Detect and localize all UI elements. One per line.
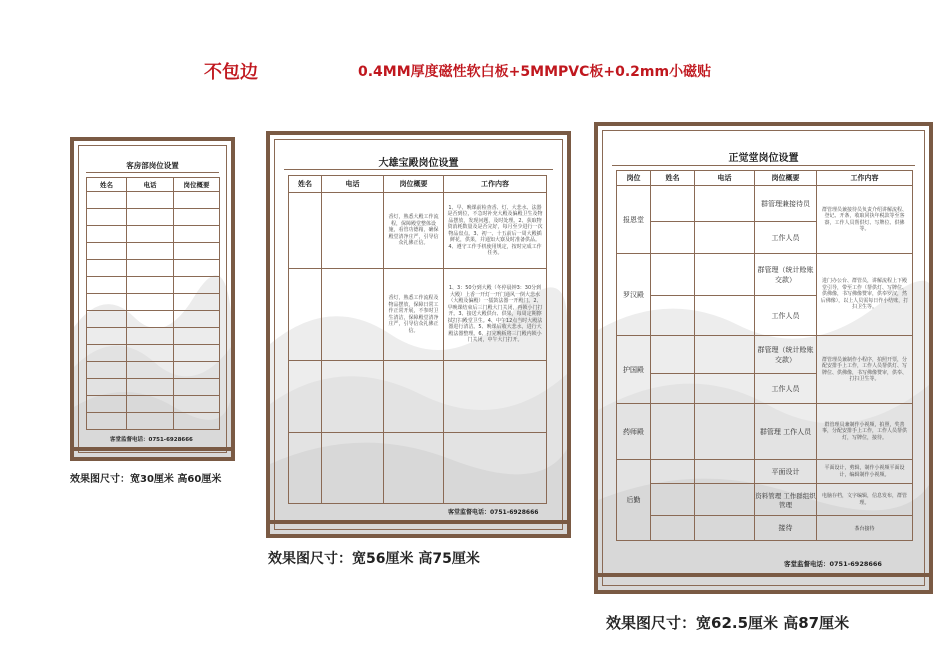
table-row (87, 328, 220, 345)
table-row (617, 404, 913, 460)
col-header-summary: 岗位概要 (174, 178, 220, 192)
position-summary-cell: 工作人员 (755, 374, 817, 404)
header-material-spec: 0.4MM厚度磁性软白板+5MMPVC板+0.2mm小磁贴 (358, 64, 712, 80)
phone-cell (322, 193, 384, 269)
phone-cell (695, 336, 755, 374)
content-cell: 进门办公台、群管员，讲解流程上下殿堂引导，带至工作（帮供灯、写牌位、供佛像，书写佛像赞审，供奉罗汉，然后佛像），以上人员需每日作小结账，打扫卫生等。 (817, 254, 913, 336)
department-cell: 药师殿 (617, 404, 651, 460)
name-cell (87, 277, 127, 294)
table-row (87, 226, 220, 243)
summary-cell (174, 277, 220, 294)
content-cell: 电脑存档，文字编辑，信息发布，群管理。 (817, 484, 913, 516)
board-guest-room (70, 137, 235, 461)
name-cell (87, 413, 127, 430)
summary-cell (174, 311, 220, 328)
name-cell (87, 226, 127, 243)
table-row (289, 433, 547, 504)
phone-cell (127, 396, 174, 413)
summary-cell (174, 294, 220, 311)
title-divider (86, 172, 219, 173)
phone-cell (322, 361, 384, 433)
name-cell (651, 404, 695, 460)
table-row (87, 311, 220, 328)
name-cell (87, 328, 127, 345)
summary-cell (384, 433, 444, 504)
name-cell (289, 269, 322, 361)
col-header-content: 工作内容 (817, 171, 913, 186)
name-cell (651, 186, 695, 222)
phone-cell (127, 379, 174, 396)
table-row (289, 269, 547, 361)
table-row (87, 396, 220, 413)
table-row (87, 345, 220, 362)
board-zhengjue-hall-title: 正觉堂岗位设置 (728, 153, 799, 164)
board-zhengjue-hall (594, 122, 933, 594)
table-row (617, 516, 913, 541)
name-cell (289, 361, 322, 433)
department-cell: 护国殿 (617, 336, 651, 404)
department-cell: 后勤 (617, 460, 651, 541)
position-summary-cell: 群管理（统计赊账交款） (755, 336, 817, 374)
phone-cell (695, 404, 755, 460)
table-row (289, 361, 547, 433)
table-row (87, 362, 220, 379)
title-divider (284, 169, 553, 170)
col-header-name: 姓名 (87, 178, 127, 192)
phone-cell (695, 460, 755, 484)
position-summary-cell: 工作人员 (755, 296, 817, 336)
phone-cell (127, 413, 174, 430)
board-main-hall-phone: 客堂监督电话：0751-6928666 (448, 509, 539, 516)
position-summary-cell: 平面设计 (755, 460, 817, 484)
board-zhengjue-hall-phone: 客堂监督电话：0751-6928666 (784, 560, 882, 568)
board-bottom-stripe (266, 520, 571, 524)
phone-cell (127, 192, 174, 209)
phone-cell (695, 186, 755, 222)
summary-cell (174, 243, 220, 260)
phone-cell (695, 222, 755, 254)
table-row (87, 294, 220, 311)
header-no-border-label: 不包边 (204, 62, 258, 83)
content-cell: 1、早、晚课前检查香、灯、大悲水、法器是否到位，不急时补充大殿及偏殿卫生及物品摆放，发现问题，及时处理。2、获取物资消耗数量及是否完好，每月至少进行一次物品盘点。3、初一、十五前后一周大殿插鲜花，供果，并通知大寮及时准备供品。4、遵守工作手机使用规定，按时完成工作任务。 (444, 193, 547, 269)
summary-cell (174, 345, 220, 362)
summary-cell: 香灯，熟悉大殿工作流程，保障殿堂整体设施，看管功德箱，确保殿堂清净庄严，引导信众礼佛正信。 (384, 193, 444, 269)
content-cell: 群管理员兼接待员负责介绍讲解流程、登记、开条，收取同执年税款等至客寮，工作人员帮供灯、写牌位、供佛等。 (817, 186, 913, 254)
phone-cell (127, 345, 174, 362)
table-row (87, 379, 220, 396)
col-header-summary: 岗位概要 (755, 171, 817, 186)
phone-cell (127, 209, 174, 226)
name-cell (87, 243, 127, 260)
board-main-hall-title: 大雄宝殿岗位设置 (378, 158, 459, 169)
table-row (87, 277, 220, 294)
board-main-hall-caption: 效果图尺寸：宽56厘米 高75厘米 (268, 551, 480, 567)
summary-cell (174, 328, 220, 345)
name-cell (651, 296, 695, 336)
name-cell (289, 433, 322, 504)
department-cell: 报恩堂 (617, 186, 651, 254)
table-row (87, 209, 220, 226)
table-row (87, 260, 220, 277)
summary-cell (174, 379, 220, 396)
title-divider (612, 165, 915, 166)
name-cell (87, 362, 127, 379)
name-cell (651, 460, 695, 484)
table-row (617, 186, 913, 222)
board-bottom-stripe (594, 573, 933, 577)
name-cell (87, 260, 127, 277)
content-cell (444, 433, 547, 504)
name-cell (87, 396, 127, 413)
position-summary-cell: 接待 (755, 516, 817, 541)
summary-cell (174, 226, 220, 243)
content-cell: 茶台接待 (817, 516, 913, 541)
name-cell (87, 294, 127, 311)
position-summary-cell: 资料管理 工作群组织管理 (755, 484, 817, 516)
phone-cell (695, 254, 755, 296)
name-cell (651, 336, 695, 374)
phone-cell (127, 328, 174, 345)
summary-cell (174, 362, 220, 379)
name-cell (651, 222, 695, 254)
name-cell (87, 345, 127, 362)
summary-cell (174, 192, 220, 209)
name-cell (87, 311, 127, 328)
summary-cell (174, 209, 220, 226)
name-cell (87, 192, 127, 209)
col-header-phone: 电话 (695, 171, 755, 186)
board-guest-room-phone: 客堂监督电话：0751-6928666 (110, 437, 193, 443)
phone-cell (322, 433, 384, 504)
main-hall-table (288, 175, 547, 504)
content-cell (444, 361, 547, 433)
phone-cell (127, 362, 174, 379)
col-header-position: 岗位 (617, 171, 651, 186)
col-header-summary: 岗位概要 (384, 176, 444, 193)
name-cell (651, 254, 695, 296)
phone-cell (127, 277, 174, 294)
phone-cell (127, 294, 174, 311)
content-cell: 1、3：50分到大殿（冬停晨钟3：30分到大殿）上香一开灯一开门通风一倒大悲水（大殿及偏殿）一擂鼓法器一开殿门。2、早晚课结束后三门殿大门关闭，再锁小门打开。3、接送大殿供台、供果，每周定期擦拭打扫殿堂卫生。4、中午12点当时大殿法器进行清洁。5、晚课后收大悲水，进行大殿法器整理。6、打完晚板将三门殿内锁小门关闭，中午大门打开。 (444, 269, 547, 361)
phone-cell (127, 226, 174, 243)
phone-cell (695, 516, 755, 541)
name-cell (289, 193, 322, 269)
name-cell (651, 374, 695, 404)
table-row (87, 243, 220, 260)
summary-cell (174, 396, 220, 413)
phone-cell (127, 311, 174, 328)
table-row (87, 192, 220, 209)
summary-cell: 香灯，熟悉工作流程及物品摆放，保障日常工作正常开展，不参时卫生清洁，保障殿堂清净庄严，引导信众礼佛正信。 (384, 269, 444, 361)
board-main-hall (266, 131, 571, 538)
position-summary-cell: 工作人员 (755, 222, 817, 254)
board-guest-room-caption: 效果图尺寸：宽30厘米 高60厘米 (70, 474, 222, 485)
zhengjue-hall-table (616, 170, 913, 541)
summary-cell (384, 361, 444, 433)
board-zhengjue-hall-caption: 效果图尺寸：宽62.5厘米 高87厘米 (606, 614, 850, 632)
position-summary-cell: 群管理（统计赊账交款） (755, 254, 817, 296)
table-row (617, 254, 913, 296)
phone-cell (695, 374, 755, 404)
position-summary-cell: 群管理 工作人员 (755, 404, 817, 460)
col-header-content: 工作内容 (444, 176, 547, 193)
phone-cell (695, 296, 755, 336)
summary-cell (174, 260, 220, 277)
col-header-name: 姓名 (289, 176, 322, 193)
col-header-name: 姓名 (651, 171, 695, 186)
phone-cell (695, 484, 755, 516)
content-cell: 群管理员兼制作小视频，拍照，奖善事，分配安排手上工作，工作人员帮供灯，写牌位，接待。 (817, 404, 913, 460)
table-row (617, 460, 913, 484)
phone-cell (127, 243, 174, 260)
table-row (617, 484, 913, 516)
name-cell (651, 516, 695, 541)
name-cell (651, 484, 695, 516)
table-row (289, 193, 547, 269)
summary-cell (174, 413, 220, 430)
phone-cell (127, 260, 174, 277)
table-row (87, 413, 220, 430)
name-cell (87, 209, 127, 226)
board-bottom-stripe (70, 447, 235, 451)
table-row (617, 336, 913, 374)
col-header-phone: 电话 (127, 178, 174, 192)
content-cell: 群管理员兼制作小程序，拍照开票，分配安排手上工作，工作人员帮供灯、写牌位、供佛像，书写佛像赞审，供奉、打扫卫生等。 (817, 336, 913, 404)
position-summary-cell: 群管理兼接待员 (755, 186, 817, 222)
col-header-phone: 电话 (322, 176, 384, 193)
department-cell: 罗汉殿 (617, 254, 651, 336)
phone-cell (322, 269, 384, 361)
name-cell (87, 379, 127, 396)
content-cell: 平面设计，剪辑，制作小视频平面设计，编辑制作小视频。 (817, 460, 913, 484)
guest-room-table (86, 177, 220, 430)
board-guest-room-title: 客房部岗位设置 (126, 161, 179, 170)
